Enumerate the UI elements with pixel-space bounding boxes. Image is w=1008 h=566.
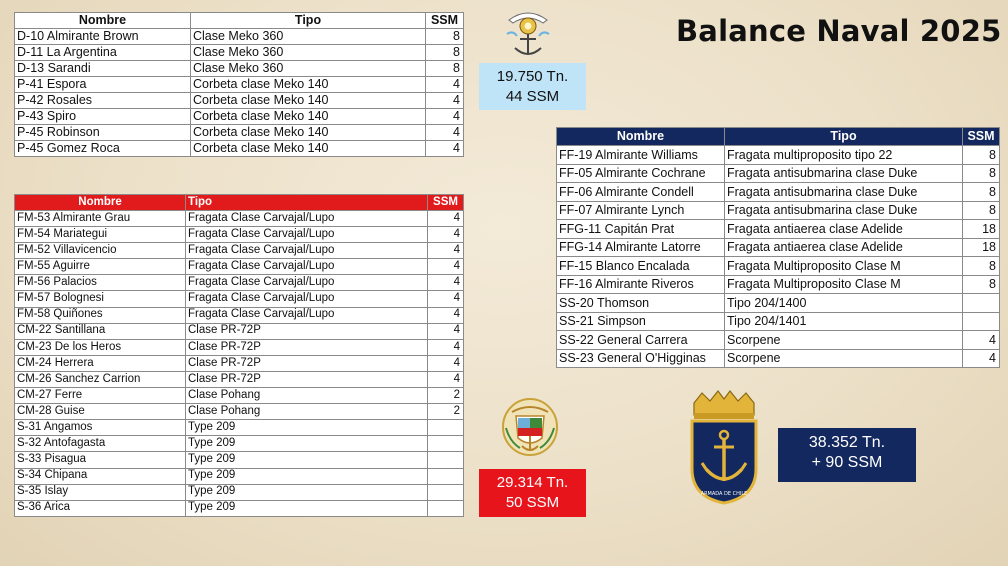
table-row	[15, 436, 464, 452]
cell-tipo: Fragata Clase Carvajal/Lupo	[186, 307, 428, 323]
cell-tipo: Corbeta clase Meko 140	[191, 93, 426, 109]
cell-tipo: Type 209	[186, 484, 428, 500]
cell-nombre: FM-54 Mariategui	[15, 227, 186, 243]
cell-tipo: Fragata Multiproposito Clase M	[725, 275, 963, 294]
cell-tipo: Scorpene	[725, 331, 963, 350]
table-row	[557, 312, 1000, 331]
header-tipo: Tipo	[191, 13, 426, 29]
cell-tipo: Fragata Clase Carvajal/Lupo	[186, 243, 428, 259]
table-row	[15, 61, 464, 77]
cell-ssm	[428, 436, 464, 452]
cell-nombre: S-31 Angamos	[15, 420, 186, 436]
cell-ssm	[428, 484, 464, 500]
cell-ssm: 8	[963, 183, 1000, 202]
cell-nombre: FF-19 Almirante Williams	[557, 146, 725, 165]
peru-summary-box	[479, 469, 586, 517]
header-nombre: Nombre	[15, 195, 186, 211]
cell-tipo: Scorpene	[725, 349, 963, 368]
cell-tipo: Type 209	[186, 452, 428, 468]
chile-emblem-text: ARMADA DE CHILE	[700, 491, 748, 497]
cell-nombre: D-11 La Argentina	[15, 45, 191, 61]
table-row	[15, 484, 464, 500]
table-row	[15, 125, 464, 141]
cell-ssm: 4	[428, 371, 464, 387]
cell-ssm: 8	[963, 257, 1000, 276]
cell-nombre: CM-28 Guise	[15, 404, 186, 420]
cell-ssm	[963, 294, 1000, 313]
cell-tipo: Corbeta clase Meko 140	[191, 141, 426, 157]
cell-ssm: 4	[428, 323, 464, 339]
cell-ssm: 8	[963, 164, 1000, 183]
table-row	[15, 500, 464, 516]
cell-nombre: CM-22 Santillana	[15, 323, 186, 339]
cell-ssm: 18	[963, 220, 1000, 239]
table-row	[557, 220, 1000, 239]
cell-nombre: CM-24 Herrera	[15, 355, 186, 371]
table-row	[15, 211, 464, 227]
cell-ssm: 4	[428, 291, 464, 307]
table-row	[15, 259, 464, 275]
cell-tipo: Fragata antisubmarina clase Duke	[725, 201, 963, 220]
cell-ssm: 8	[426, 61, 464, 77]
cell-nombre: FF-07 Almirante Lynch	[557, 201, 725, 220]
table-row	[557, 146, 1000, 165]
table-row	[15, 468, 464, 484]
cell-tipo: Corbeta clase Meko 140	[191, 125, 426, 141]
cell-nombre: CM-27 Ferre	[15, 388, 186, 404]
cell-ssm: 4	[428, 355, 464, 371]
cell-nombre: S-36 Arica	[15, 500, 186, 516]
argentina-fleet-table	[14, 12, 464, 157]
cell-tipo: Clase Meko 360	[191, 29, 426, 45]
table-row	[15, 109, 464, 125]
cell-tipo: Tipo 204/1401	[725, 312, 963, 331]
cell-tipo: Fragata multiproposito tipo 22	[725, 146, 963, 165]
header-ssm: SSM	[426, 13, 464, 29]
table-row	[15, 77, 464, 93]
header-nombre: Nombre	[15, 13, 191, 29]
cell-ssm: 4	[426, 109, 464, 125]
table-row	[15, 141, 464, 157]
cell-tipo: Tipo 204/1400	[725, 294, 963, 313]
table-row	[15, 227, 464, 243]
cell-nombre: CM-23 De los Heros	[15, 339, 186, 355]
cell-ssm: 2	[428, 388, 464, 404]
cell-nombre: SS-22 General Carrera	[557, 331, 725, 350]
table-row	[557, 294, 1000, 313]
cell-ssm	[963, 312, 1000, 331]
table-row	[15, 420, 464, 436]
table-row	[557, 183, 1000, 202]
page-title: Balance Naval 2025	[676, 14, 1002, 48]
cell-ssm: 8	[426, 29, 464, 45]
cell-nombre: FM-55 Aguirre	[15, 259, 186, 275]
cell-ssm: 4	[428, 243, 464, 259]
cell-tipo: Fragata Clase Carvajal/Lupo	[186, 259, 428, 275]
cell-tipo: Clase Meko 360	[191, 61, 426, 77]
cell-nombre: FFG-14 Almirante Latorre	[557, 238, 725, 257]
cell-tipo: Fragata Multiproposito Clase M	[725, 257, 963, 276]
table-row	[15, 291, 464, 307]
argentina-ssm-total: 44 SSM	[505, 88, 560, 105]
cell-tipo: Fragata Clase Carvajal/Lupo	[186, 291, 428, 307]
chile-fleet-table	[556, 127, 1000, 368]
cell-tipo: Clase PR-72P	[186, 323, 428, 339]
cell-ssm: 8	[963, 146, 1000, 165]
argentina-summary-box	[479, 63, 586, 110]
cell-nombre: FF-06 Almirante Condell	[557, 183, 725, 202]
cell-ssm	[428, 500, 464, 516]
table-row	[15, 243, 464, 259]
cell-ssm: 4	[428, 211, 464, 227]
cell-tipo: Fragata Clase Carvajal/Lupo	[186, 227, 428, 243]
table-row	[15, 404, 464, 420]
header-nombre: Nombre	[557, 128, 725, 146]
cell-nombre: P-42 Rosales	[15, 93, 191, 109]
table-row	[557, 201, 1000, 220]
header-ssm: SSM	[428, 195, 464, 211]
cell-tipo: Type 209	[186, 420, 428, 436]
cell-tipo: Clase Pohang	[186, 388, 428, 404]
table-row	[557, 257, 1000, 276]
cell-ssm: 4	[428, 227, 464, 243]
cell-tipo: Clase PR-72P	[186, 355, 428, 371]
cell-ssm: 4	[426, 93, 464, 109]
cell-nombre: FM-58 Quiñones	[15, 307, 186, 323]
header-tipo: Tipo	[186, 195, 428, 211]
table-row	[15, 388, 464, 404]
table-row	[15, 452, 464, 468]
table-row	[15, 371, 464, 387]
cell-ssm	[428, 452, 464, 468]
cell-tipo: Clase PR-72P	[186, 339, 428, 355]
cell-tipo: Corbeta clase Meko 140	[191, 109, 426, 125]
argentine-navy-emblem-icon	[503, 4, 553, 60]
cell-tipo: Fragata antisubmarina clase Duke	[725, 164, 963, 183]
cell-tipo: Type 209	[186, 436, 428, 452]
table-row	[15, 355, 464, 371]
cell-tipo: Fragata antisubmarina clase Duke	[725, 183, 963, 202]
cell-nombre: FM-53 Almirante Grau	[15, 211, 186, 227]
cell-ssm: 4	[426, 125, 464, 141]
cell-nombre: P-45 Gomez Roca	[15, 141, 191, 157]
table-row	[557, 349, 1000, 368]
cell-ssm: 8	[963, 201, 1000, 220]
cell-nombre: P-43 Spiro	[15, 109, 191, 125]
cell-tipo: Type 209	[186, 468, 428, 484]
cell-nombre: D-10 Almirante Brown	[15, 29, 191, 45]
cell-nombre: SS-20 Thomson	[557, 294, 725, 313]
cell-ssm: 18	[963, 238, 1000, 257]
cell-nombre: FM-57 Bolognesi	[15, 291, 186, 307]
cell-ssm: 4	[428, 307, 464, 323]
table-row	[15, 339, 464, 355]
cell-tipo: Fragata Clase Carvajal/Lupo	[186, 275, 428, 291]
table-header-row	[15, 13, 464, 29]
cell-nombre: FF-16 Almirante Riveros	[557, 275, 725, 294]
cell-ssm: 4	[428, 339, 464, 355]
chile-tonnage: 38.352 Tn.	[808, 434, 886, 451]
cell-ssm	[428, 420, 464, 436]
cell-nombre: S-32 Antofagasta	[15, 436, 186, 452]
cell-tipo: Clase Pohang	[186, 404, 428, 420]
peru-fleet-table	[14, 194, 464, 517]
cell-nombre: FM-56 Palacios	[15, 275, 186, 291]
peru-tonnage: 29.314 Tn.	[496, 474, 569, 491]
table-row	[15, 307, 464, 323]
header-tipo: Tipo	[725, 128, 963, 146]
cell-tipo: Fragata Clase Carvajal/Lupo	[186, 211, 428, 227]
cell-nombre: P-41 Espora	[15, 77, 191, 93]
argentina-tonnage: 19.750 Tn.	[496, 68, 569, 85]
cell-ssm: 4	[426, 141, 464, 157]
cell-tipo: Clase PR-72P	[186, 371, 428, 387]
cell-tipo: Fragata antiaerea clase Adelide	[725, 220, 963, 239]
table-row	[15, 93, 464, 109]
header-ssm: SSM	[963, 128, 1000, 146]
cell-nombre: S-33 Pisagua	[15, 452, 186, 468]
table-row	[15, 45, 464, 61]
table-row	[557, 331, 1000, 350]
cell-nombre: SS-23 General O'Higginas	[557, 349, 725, 368]
cell-nombre: P-45 Robinson	[15, 125, 191, 141]
table-row	[557, 238, 1000, 257]
table-row	[557, 164, 1000, 183]
chilean-navy-emblem-icon	[688, 389, 760, 505]
cell-nombre: S-34 Chipana	[15, 468, 186, 484]
cell-ssm: 8	[963, 275, 1000, 294]
cell-ssm	[428, 468, 464, 484]
cell-ssm: 4	[963, 349, 1000, 368]
cell-ssm: 4	[426, 77, 464, 93]
cell-tipo: Clase Meko 360	[191, 45, 426, 61]
cell-nombre: FF-15 Blanco Encalada	[557, 257, 725, 276]
chile-ssm-total: + 90 SSM	[811, 454, 883, 471]
cell-ssm: 4	[428, 259, 464, 275]
chile-summary-box	[778, 428, 916, 482]
cell-nombre: CM-26 Sanchez Carrion	[15, 371, 186, 387]
cell-ssm: 8	[426, 45, 464, 61]
table-header-row	[557, 128, 1000, 146]
cell-nombre: D-13 Sarandi	[15, 61, 191, 77]
cell-tipo: Type 209	[186, 500, 428, 516]
cell-tipo: Fragata antiaerea clase Adelide	[725, 238, 963, 257]
peruvian-navy-emblem-icon	[502, 398, 558, 456]
peru-ssm-total: 50 SSM	[505, 494, 560, 511]
table-row	[557, 275, 1000, 294]
cell-tipo: Corbeta clase Meko 140	[191, 77, 426, 93]
cell-nombre: FFG-11 Capitán Prat	[557, 220, 725, 239]
cell-nombre: FF-05 Almirante Cochrane	[557, 164, 725, 183]
cell-nombre: S-35 Islay	[15, 484, 186, 500]
cell-ssm: 4	[963, 331, 1000, 350]
cell-ssm: 2	[428, 404, 464, 420]
cell-nombre: FM-52 Villavicencio	[15, 243, 186, 259]
table-row	[15, 275, 464, 291]
table-header-row	[15, 195, 464, 211]
cell-nombre: SS-21 Simpson	[557, 312, 725, 331]
cell-ssm: 4	[428, 275, 464, 291]
table-row	[15, 323, 464, 339]
table-row	[15, 29, 464, 45]
